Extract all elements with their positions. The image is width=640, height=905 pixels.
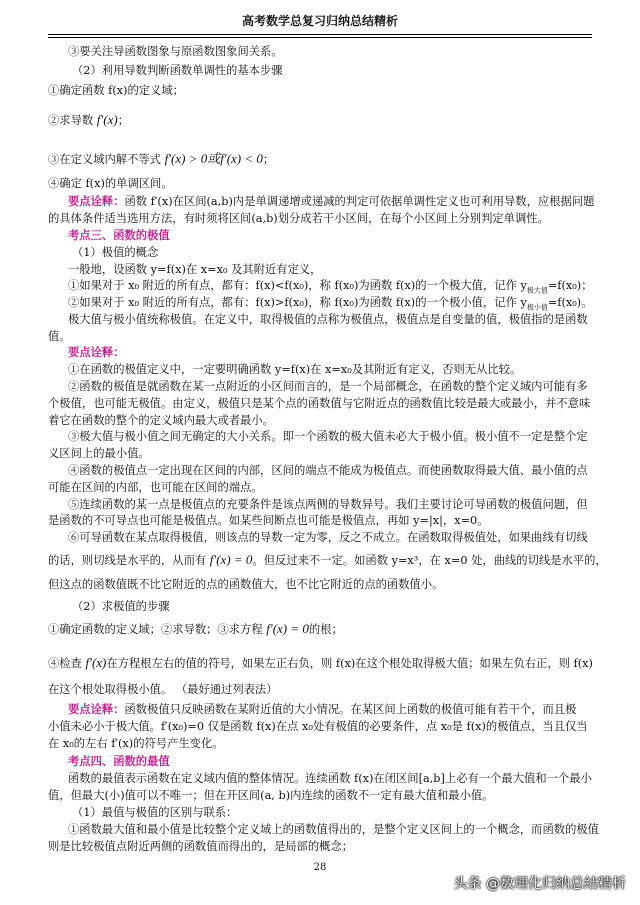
text-line: 个极值，也可能无极值。由定义，极值只是某个点的函数值与它附近点的函数值比较是最大或最小，并不意味: [48, 397, 591, 410]
formula-derivative: f′(x): [96, 112, 118, 127]
text-line: ①如果对于 x₀ 附近的所有点，都有：f(x)<f(x₀)，称 f(x₀)为函数 f(x)的一个极大值，记作 $y_{极大值}=f(x_0)$；: [68, 279, 593, 295]
text-line: 的话，则切线是水平的，从而有 f′(x) = 0。但反过来不一定。如函数 y=x³，在 x=0 处，曲线的切线是水平的，: [48, 552, 607, 567]
text-line: 着它在函数的整个的定义域内最大或者最小。: [48, 414, 274, 427]
text-line: 要点诠释：函数极值只反映函数在某附近值的大小情况。在某区间上函数的极值可能有若干个，而且极: [68, 703, 577, 716]
watermark: 头条 @数理化归纳总结精析: [453, 876, 626, 892]
text-line: 但这点的函数值既不比它附近的点的函数值大，也不比它附近的点的函数值小。: [48, 578, 444, 591]
key-note-label: 要点诠释：: [68, 195, 125, 208]
formula-derivative: f′(x): [85, 655, 107, 670]
text-line: ③要关注导函数图象与原函数图象间关系。: [68, 45, 283, 58]
text-line: 函数的最值表示函数在定义域内值的整体情况。连续函数 f(x)在闭区间[a,b]上必有一个最大值和一个最小: [68, 772, 592, 785]
text-line: ③在定义域内解不等式 f′(x) > 0或f′(x) < 0；: [48, 151, 275, 166]
text-line: （2）求极值的步骤: [72, 600, 170, 613]
text-line: 在 x₀的左右 f′(x)的符号产生变化。: [48, 737, 224, 750]
text-line: 的具体条件适当选用方法，有时须将区间(a,b)划分成若干小区间，在每个小区间上分别判定单调性。: [48, 212, 549, 225]
text-line: ①确定函数 f(x)的定义域；: [48, 84, 184, 97]
section-heading: 考点四、函数的最值: [68, 755, 170, 768]
formula-zero-derivative: f′(x) = 0: [266, 621, 309, 636]
text-line: ②如果对于 x₀ 附近的所有点，都有：f(x)>f(x₀)，称 f(x₀)为函数 f(x)的一个极小值，记作 $y_{极小值}=f(x_0)$。: [68, 296, 593, 312]
text-line: （1）极值的概念: [72, 246, 159, 259]
text-line: 小值未必小于极大值。f′(x₀)=0 仅是函数 f(x)在点 x₀处有极值的必要条件，点 x₀是 f(x)的极值点，当且仅当: [48, 720, 588, 733]
text-line: 值，但最大(小)值可以不唯一；但在开区间(a, b)内连续的函数不一定有最大值和最小值。: [48, 789, 494, 802]
text-line: ②求导数 f′(x)；: [48, 112, 129, 127]
formula-zero-derivative: f′(x) = 0: [209, 552, 253, 567]
text-line: 是函数的不可导点也可能是极值点。如某些间断点也可能是极值点，再如 y=|x|，x=0。: [48, 514, 489, 527]
text-line: ④确定 f(x)的单调区间。: [48, 177, 173, 190]
text-line: 可能在区间的内部，也可能在区间的端点。: [48, 481, 263, 494]
text-line: ⑤连续函数的某一点是极值点的充要条件是该点两侧的导数异号。我们主要讨论可导函数的极值问题，但: [68, 498, 588, 511]
text-line: ⑥可导函数在某点取得极值，则该点的导数一定为零，反之不成立。在函数取得极值处，如果曲线有切线: [68, 531, 588, 544]
text-line: 值。: [48, 330, 71, 343]
text-line: 在这个根处取得极小值。 （最好通过列表法）: [48, 683, 278, 696]
text-line: ④函数的极值点一定出现在区间的内部，区间的端点不能成为极值点。而使函数取得最大值、最小值的点: [68, 464, 588, 477]
text-line: ①在函数的极值定义中，一定要明确函数 y=f(x)在 x=x₀及其附近有定义，否则无从比较。: [68, 363, 522, 376]
text-line: ④检查 f′(x)在方程根左右的值的符号，如果左正右负，则 f(x)在这个根处取得极大值；如果左负右正，则 f(x): [48, 655, 593, 670]
key-note-label: 要点诠释：: [68, 346, 125, 359]
key-note-label: 要点诠释：: [68, 703, 125, 716]
text-line: 义区间上的最小值。: [48, 447, 150, 460]
section-heading: 考点三、函数的极值: [68, 229, 170, 242]
page-number: 28: [313, 862, 327, 873]
text-line: 一般地，设函数 y=f(x)在 x=x₀ 及其附近有定义，: [68, 263, 322, 276]
text-line: ②函数的极值是就函数在某一点附近的小区间而言的，是一个局部概念，在函数的整个定义域内可能有多: [68, 380, 588, 393]
text-line: ①函数最大值和最小值是比较整个定义域上的函数值得出的，是整个定义区间上的一个概念，而函数的极值: [68, 823, 599, 836]
text-line: ①确定函数的定义域；②求导数；③求方程 f′(x) = 0的根；: [48, 621, 343, 636]
text-line: 则是比较极值点附近两侧的函数值而得出的，是局部的概念；: [48, 840, 354, 853]
text-line: （2）利用导数判断函数单调性的基本步骤: [72, 64, 283, 77]
text-line: 要点诠释：函数 f′(x)在区间(a,b)内是单调递增或递减的判定可依据单调性定义也可利用导数，应根据问题: [68, 195, 595, 208]
page-header: 高考数学总复习归纳总结精析: [48, 12, 592, 35]
header-rule: [48, 37, 592, 38]
text-line: ③极大值与极小值之间无确定的大小关系。即一个函数的极大值未必大于极小值。极小值不一定是整个定: [68, 430, 588, 443]
text-line: （1）最值与极值的区别与联系：: [72, 806, 238, 819]
text-line: 极大值与极小值统称极值。在定义中，取得极值的点称为极值点，极值点是自变量的值，极值指的是函数: [68, 313, 588, 326]
formula-inequality: f′(x) > 0或f′(x) < 0: [164, 151, 263, 166]
